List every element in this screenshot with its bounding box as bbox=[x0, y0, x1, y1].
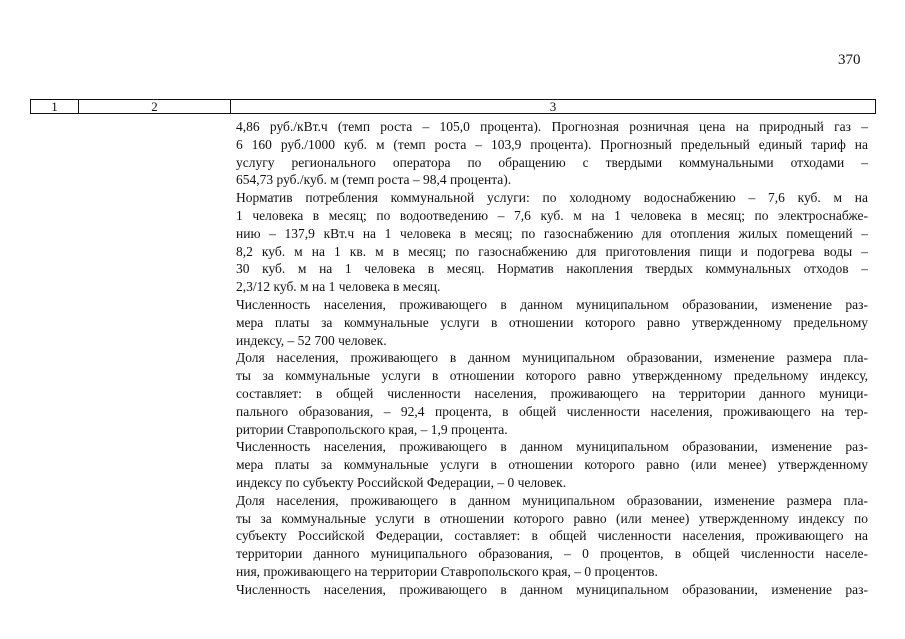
column-2-header: 2 bbox=[79, 100, 231, 113]
text-line: Доля населения, проживающего в данном муниципальном образовании, изменение размера пла- bbox=[236, 350, 868, 366]
text-line: ния, проживающего на территории Ставропольского края, – 0 процентов. bbox=[236, 563, 658, 579]
table-column-header bbox=[30, 99, 876, 114]
text-line: пального образования, – 92,4 процента, в общей численности населения, проживающего на тер- bbox=[236, 403, 868, 419]
text-line: 1 человека в месяц; по водоотведению – 7,6 куб. м на 1 человека в месяц; по электроснабже- bbox=[236, 207, 868, 223]
text-line: составляет: в общей численности населения, проживающего на территории данного муници- bbox=[236, 385, 868, 401]
text-line: Численность населения, проживающего в данном муниципальном образовании, изменение раз- bbox=[236, 439, 868, 455]
text-line: ты за коммунальные услуги в отношении которого равно (или менее) утвержденному индексу по bbox=[236, 510, 868, 526]
text-line: 654,73 руб./куб. м (темп роста – 98,4 процента). bbox=[236, 172, 512, 188]
text-line: ты за коммунальные услуги в отношении которого равно утвержденному предельному индексу, bbox=[236, 368, 868, 384]
text-line: 4,86 руб./кВт.ч (темп роста – 105,0 процента). Прогнозная розничная цена на природный газ – bbox=[236, 119, 868, 134]
text-line: услугу регионального оператора по обращению с твердыми коммунальными отходами – bbox=[236, 154, 868, 170]
text-line: 8,2 куб. м на 1 кв. м в месяц; по газоснабжению для приготовления пищи и подогрева воды – bbox=[236, 243, 868, 259]
text-line: 6 160 руб./1000 куб. м (темп роста – 103,9 процента). Прогнозный предельный единый тариф на bbox=[236, 136, 868, 152]
text-line: Численность населения, проживающего в данном муниципальном образовании, изменение раз- bbox=[236, 296, 868, 312]
text-line: Доля населения, проживающего в данном муниципальном образовании, изменение размера пла- bbox=[236, 492, 868, 508]
text-line: ритории Ставропольского края, – 1,9 процента. bbox=[236, 421, 508, 437]
text-line: нию – 137,9 кВт.ч на 1 человека в месяц; по газоснабжению для отопления жилых помещений – bbox=[236, 225, 868, 241]
text-line: Численность населения, проживающего в данном муниципальном образовании, изменение раз- bbox=[236, 581, 868, 597]
text-line: индексу, – 52 700 человек. bbox=[236, 332, 387, 348]
text-line: Норматив потребления коммунальной услуги: по холодному водоснабжению – 7,6 куб. м на bbox=[236, 190, 868, 206]
text-line: 2,3/12 куб. м на 1 человека в месяц. bbox=[236, 279, 441, 295]
text-line: субъекту Российской Федерации, составляет: в общей численности населения, проживающего на bbox=[236, 528, 868, 544]
column-3-header: 3 bbox=[549, 99, 557, 114]
text-line: мера платы за коммунальные услуги в отношении которого равно (или менее) утвержденному bbox=[236, 457, 868, 473]
text-line: 30 куб. м на 1 человека в месяц. Норматив накопления твердых коммунальных отходов – bbox=[236, 261, 868, 277]
column-1-header: 1 bbox=[31, 100, 79, 113]
text-line: территории данного муниципального образования, – 0 процентов, в общей численности населе- bbox=[236, 546, 868, 562]
text-line: индексу по субъекту Российской Федерации, – 0 человек. bbox=[236, 474, 567, 490]
text-line: мера платы за коммунальные услуги в отношении которого равно утвержденному предельному bbox=[236, 314, 868, 330]
page-number: 370 bbox=[838, 52, 861, 68]
column-3-text bbox=[236, 118, 868, 599]
